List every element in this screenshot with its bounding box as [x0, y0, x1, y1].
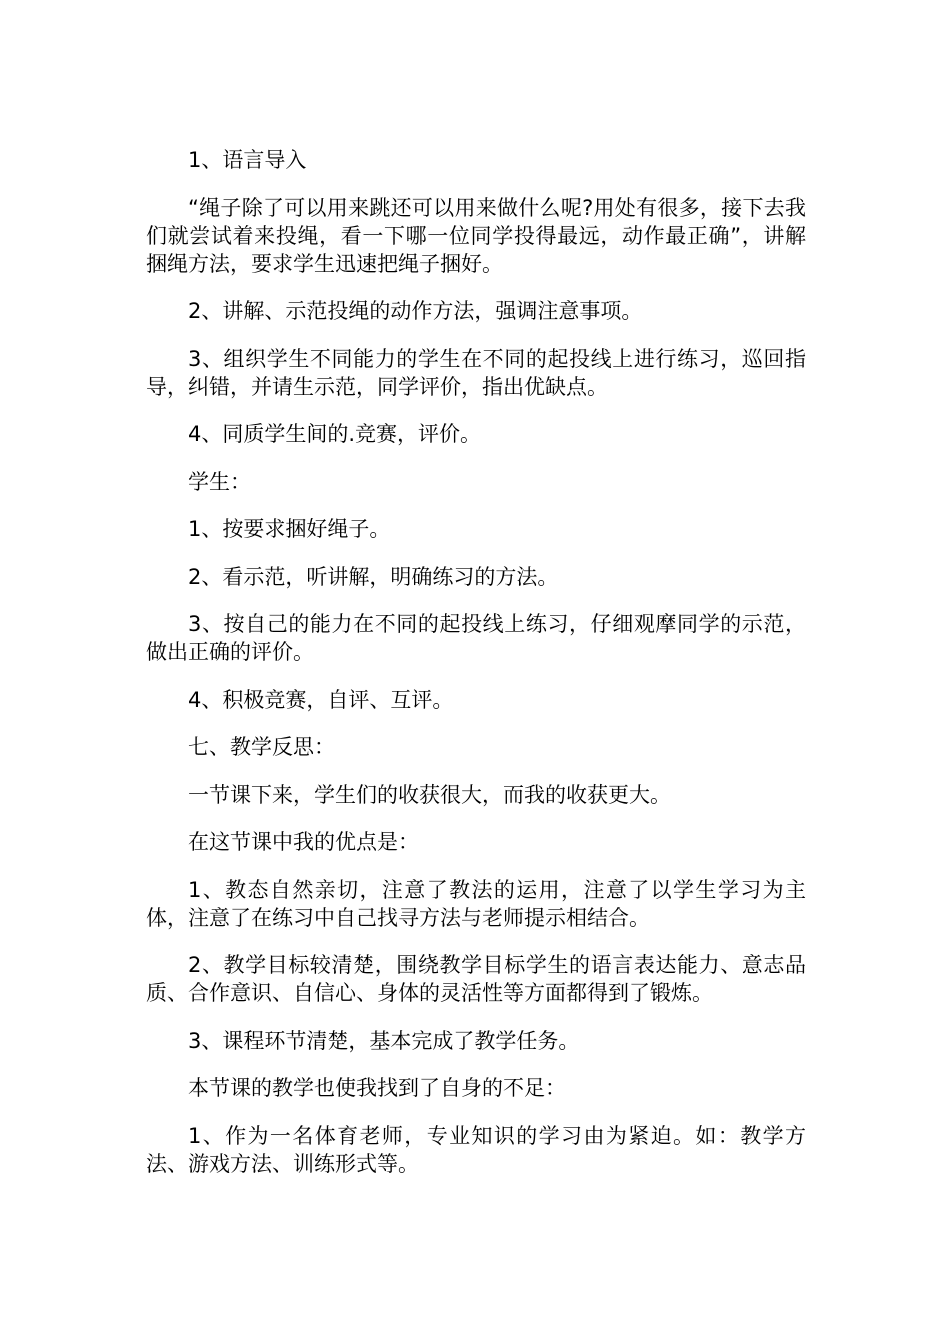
- paragraph-strength-1: 1、教态自然亲切，注意了教法的运用，注意了以学生学习为主体，注意了在练习中自己找寻方法与老师提示相结合。: [146, 877, 806, 930]
- paragraph-intro-quote: “绳子除了可以用来跳还可以用来做什么呢?用处有很多，接下去我们就尝试着来投绳，看一下哪一位同学投得最远，动作最正确”，讲解捆绳方法，要求学生迅速把绳子捆好。: [146, 195, 806, 276]
- paragraph-student-step-3: 3、按自己的能力在不同的起投线上练习，仔细观摩同学的示范，做出正确的评价。: [146, 612, 806, 664]
- paragraph-weakness-heading: 本节课的教学也使我找到了自身的不足：: [188, 1076, 566, 1100]
- section-heading-reflection: 七、教学反思：: [188, 735, 335, 759]
- paragraph-reflection-summary: 一节课下来，学生们的收获很大，而我的收获更大。: [188, 782, 671, 807]
- paragraph-teacher-step-3: 3、组织学生不同能力的学生在不同的起投线上进行练习，巡回指导，纠错，并请生示范，同学评价，指出优缺点。: [146, 346, 806, 399]
- paragraph-teacher-step-2: 2、讲解、示范投绳的动作方法，强调注意事项。: [188, 299, 643, 323]
- paragraph-student-step-2: 2、看示范，听讲解，明确练习的方法。: [188, 564, 559, 589]
- document-body: [146, 146, 806, 1197]
- paragraph-teacher-step-4: 4、同质学生间的.竞赛，评价。: [188, 422, 482, 446]
- paragraph-strengths-heading: 在这节课中我的优点是：: [188, 830, 419, 854]
- paragraph-strength-3: 3、课程环节清楚，基本完成了教学任务。: [188, 1028, 580, 1053]
- paragraph-intro-heading: 1、语言导入: [188, 148, 307, 172]
- paragraph-weakness-1: 1、作为一名体育老师，专业知识的学习由为紧迫。如：教学方法、游戏方法、训练形式等。: [146, 1123, 806, 1176]
- paragraph-student-heading: 学生：: [188, 469, 251, 494]
- paragraph-student-step-1: 1、按要求捆好绳子。: [188, 517, 391, 541]
- paragraph-strength-2: 2、教学目标较清楚，围绕教学目标学生的语言表达能力、意志品质、合作意识、自信心、身体的灵活性等方面都得到了锻炼。: [146, 953, 806, 1005]
- paragraph-student-step-4: 4、积极竞赛，自评、互评。: [188, 687, 454, 712]
